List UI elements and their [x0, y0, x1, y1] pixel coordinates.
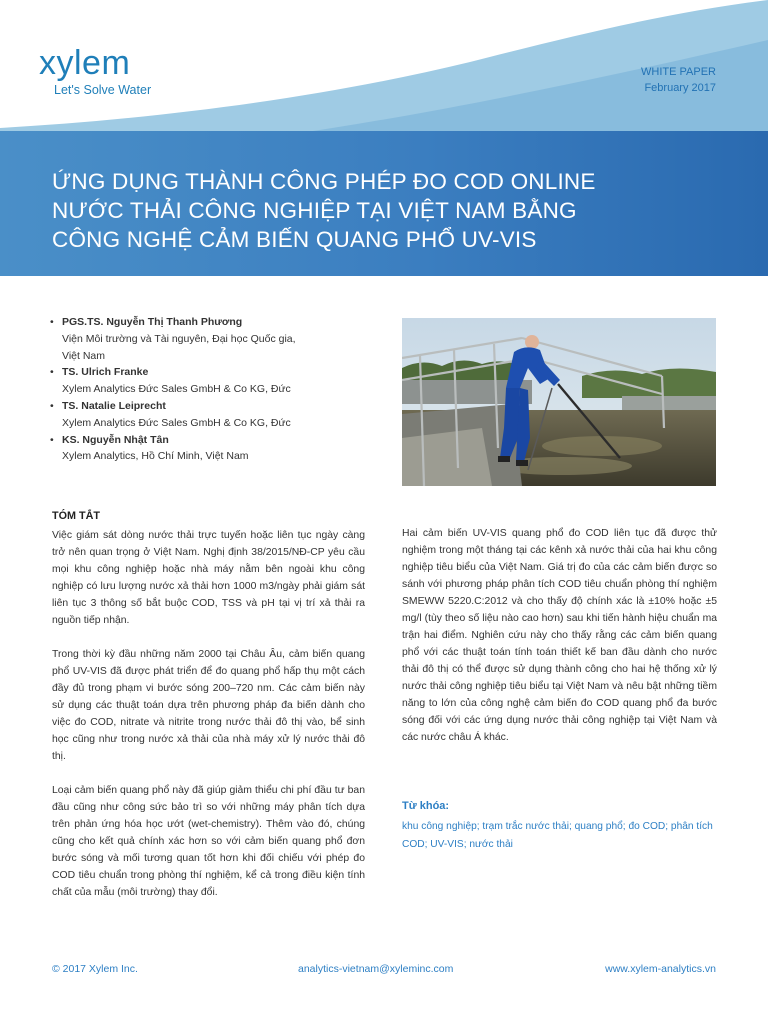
xylem-logo[interactable] [39, 46, 151, 97]
footer-email-link[interactable]: analytics-vietnam@xyleminc.com [298, 963, 454, 975]
footer-copyright: © 2017 Xylem Inc. [52, 963, 138, 975]
summary-paragraph-2: Trong thời kỳ đầu những năm 2000 tại Châu Âu, cảm biến quang phổ UV-VIS đã được phát triển để đo quang phổ hấp thụ một cách đầy đủ trong phạm vi bước sóng 200–720 nm. Các cảm biến này sử dụng các thuật toán dựa trên phương pháp đa biến dành cho việc đo COD, nitrate và nitrite trong nước thải đô thị vào, bể sinh học cũng như trong nước xả thải của nhà máy xử lý nước thải đô thị. [52, 649, 365, 762]
keywords-heading: Từ khóa: [402, 800, 450, 812]
title-line-3: CÔNG NGHỆ CẢM BIẾN QUANG PHỔ UV-VIS [52, 227, 537, 252]
author-item [50, 398, 380, 432]
summary-paragraph-4: Hai cảm biến UV-VIS quang phổ đo COD liên tục đã được thử nghiệm trong một tháng tại các kênh xả nước thải của hai khu công nghiệp tiêu biểu của Việt Nam. Giá trị đo của các cảm biến được so sánh với phương pháp phân tích COD tiêu chuẩn phòng thí nghiệm SMEWW 5220.C:2012 và cho thấy độ chính xác là ±10% hoặc ±5 mg/l (tùy theo số liệu nào cao hơn) sau khi tiến hành hiệu chuẩn ma trận hai điểm. Nghiên cứu này cho thấy rằng các cảm biến quang phổ với các thuật toán tính toán thiết kế ban đầu dành cho nước thải đô thị có thể được sử dụng thành công cho hai hệ thống xử lý nước thải công nghiệp tiêu biểu tại Việt Nam và nêu bật những tiềm năng to lớn của công nghệ cảm biến đo COD quang phổ đa bước sóng đối với các ứng dụng nước thải công nghiệp tại Việt Nam và các nước châu Á khác. [402, 528, 717, 743]
wastewater-plant-photo [402, 318, 716, 486]
bullet: • [50, 316, 54, 328]
page-title [52, 167, 732, 254]
document-date: February 2017 [644, 82, 716, 94]
bullet: • [50, 433, 54, 446]
author-affiliation: Xylem Analytics, Hồ Chí Minh, Việt Nam [62, 450, 249, 463]
author-name: PGS.TS. Nguyễn Thị Thanh Phương [62, 316, 243, 328]
bullet: • [50, 366, 54, 379]
author-name: TS. Natalie Leiprecht [62, 399, 166, 412]
document-info [641, 64, 716, 96]
bullet: • [50, 399, 54, 412]
title-line-2: NƯỚC THẢI CÔNG NGHIỆP TẠI VIỆT NAM BẰNG [52, 198, 577, 223]
author-item [50, 432, 380, 466]
author-affiliation: Viện Môi trường và Tài nguyên, Đại học Quốc gia, [62, 332, 296, 345]
footer-website-link[interactable]: www.xylem-analytics.vn [605, 963, 716, 975]
author-list [50, 314, 380, 465]
logo-wordmark: xylem [39, 44, 131, 82]
logo-tagline: Let's Solve Water [54, 83, 152, 97]
author-item [50, 314, 380, 364]
author-affiliation: Xylem Analytics Đức Sales GmbH & Co KG, Đức [62, 416, 291, 429]
summary-right-column [402, 525, 717, 746]
author-item [50, 364, 380, 398]
document-type: WHITE PAPER [641, 66, 716, 78]
summary-heading: TÓM TẮT [52, 510, 100, 522]
keywords-text: khu công nghiệp; trạm trắc nước thải; quang phổ; đo COD; phân tích COD; UV-VIS; nước thải [402, 821, 713, 850]
summary-paragraph-1: Việc giám sát dòng nước thải trực tuyến hoặc liên tục ngày càng trở nên quan trọng ở Việt Nam. Nghị định 38/2015/NĐ-CP yêu cầu mọi khu công nghiệp hoặc nhà máy nằm bên ngoài khu công nghiệp có lưu lượng nước xả thải hơn 1000 m3/ngày phải giám sát liên tục 3 thông số bắt buộc COD, TSS và pH tại vị trí xả thải ra nguồn tiếp nhận. [52, 530, 365, 626]
author-name: TS. Ulrich Franke [62, 366, 149, 379]
author-affiliation: Xylem Analytics Đức Sales GmbH & Co KG, Đức [62, 383, 291, 396]
summary-left-column [52, 508, 365, 918]
title-banner [0, 131, 768, 276]
summary-paragraph-3: Loại cảm biến quang phổ này đã giúp giảm thiểu chi phí đầu tư ban đầu cũng như công sức bảo trì so với những máy phân tích dựa trên phản ứng hóa học ướt (wet-chemistry). Thêm vào đó, chúng cũng cho kết quả chính xác hơn so với cảm biến quang phổ đơn bước sóng và mối tương quan tốt hơn khi đối chiếu với phép đo COD tiêu chuẩn trong phòng thí nghiệm, kể cả trong điều kiện tính chất của mẫu (môi trường) thay đổi. [52, 785, 365, 898]
author-affiliation-country: Việt Nam [62, 349, 105, 362]
author-name: KS. Nguyễn Nhật Tân [62, 433, 169, 446]
title-line-1: ỨNG DỤNG THÀNH CÔNG PHÉP ĐO COD ONLINE [52, 169, 596, 194]
